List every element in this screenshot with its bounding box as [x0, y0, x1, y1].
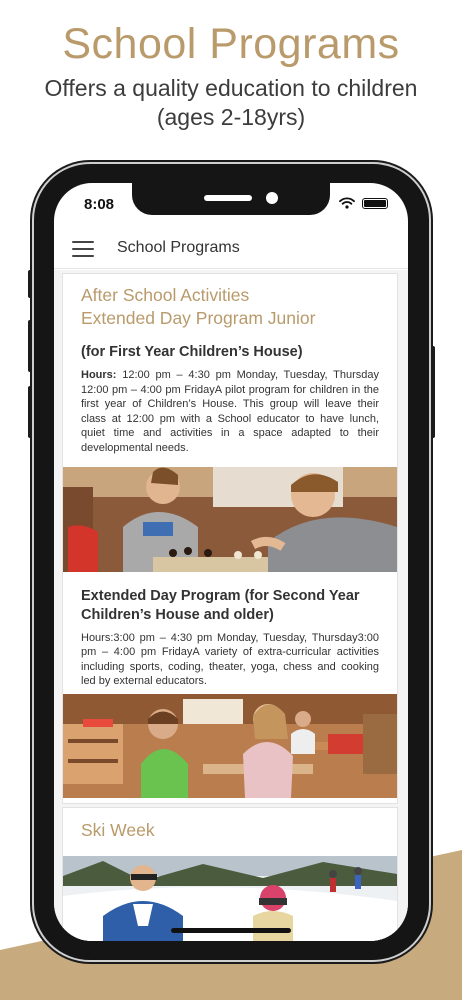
phone-screen	[54, 183, 408, 941]
section-subheading: Extended Day Program (for Second Year Children’s House and older)	[81, 587, 360, 623]
notch	[132, 183, 330, 215]
promo-subtitle: Offers a quality education to children (ages 2-18yrs)	[44, 75, 418, 130]
phone-volume-down-button	[28, 386, 32, 438]
section-title-line2: Extended Day Program Junior	[81, 308, 316, 328]
speaker-grille	[204, 195, 252, 201]
hours-text: 12:00 pm – 4:30 pm Monday, Tuesday, Thursday 12:00 pm – 4:00 pm FridayA pilot program for children in the first year of Children’s House. This group will leave their class at 12:00 pm with a School educator to have lunch, quiet time and activities in a space adapted to their developmental needs.	[81, 369, 379, 454]
section-subheading: (for First Year Children’s House)	[81, 344, 303, 360]
front-camera	[266, 192, 278, 204]
chess-photo	[63, 467, 397, 572]
section-title: Ski Week	[81, 820, 155, 840]
content-scroll-area[interactable]	[54, 270, 408, 941]
page-title: School Programs	[117, 239, 240, 256]
home-indicator	[171, 928, 291, 933]
section-title	[63, 274, 397, 330]
wifi-icon	[339, 197, 355, 209]
menu-icon[interactable]	[72, 241, 94, 257]
phone-volume-up-button	[28, 320, 32, 372]
phone-side-button	[28, 270, 32, 298]
promo-title: School Programs	[62, 20, 400, 68]
classroom-photo	[63, 694, 397, 798]
phone-power-button	[431, 346, 435, 438]
battery-icon	[362, 198, 388, 209]
section-body: Hours:3:00 pm – 4:30 pm Monday, Tuesday, Thursday3:00 pm – 4:00 pm FridayA variety of extra-curricular activities including sports, coding, theater, yoga, chess and cooking led by external educators.	[81, 631, 379, 688]
app-navbar	[54, 231, 408, 269]
program-card	[62, 807, 398, 941]
section-title-line1: After School Activities	[81, 285, 250, 305]
section-body	[63, 368, 397, 456]
status-time: 8:08	[84, 196, 115, 213]
hours-label: Hours:	[81, 369, 117, 381]
